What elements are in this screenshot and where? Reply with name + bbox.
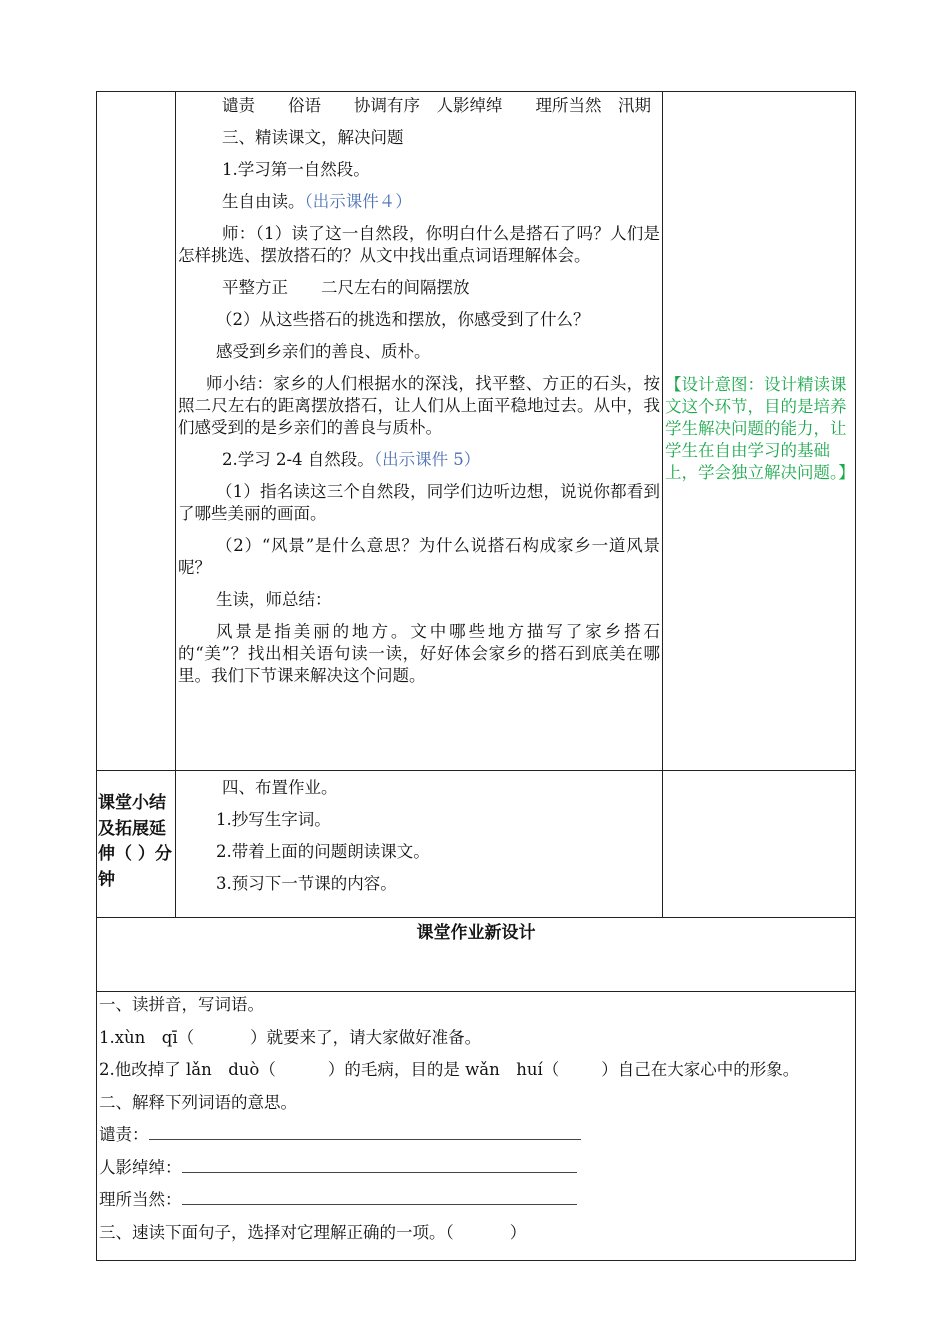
step2-line: [178, 449, 660, 471]
step1: 1.学习第一自然段。: [222, 160, 370, 179]
term2-answer-line[interactable]: [182, 1157, 577, 1173]
part3-end: ）: [509, 1222, 527, 1242]
q2: （2）从这些搭石的挑选和摆放，你感受到了什么？: [216, 310, 590, 329]
summary-label: 课堂小结及拓展延伸（ ）分钟: [98, 793, 172, 890]
homework-item-3: 3.预习下一节课的内容。: [216, 874, 397, 893]
item2-prefix: 2.他改掉了 lǎn duò（: [99, 1060, 276, 1079]
part2: 二、解释下列词语的意思。: [99, 1092, 297, 1112]
item1-suffix: ）就要来了，请大家做好准备。: [250, 1027, 482, 1047]
item1: [99, 1027, 853, 1049]
self-read: 生自由读。: [222, 192, 305, 211]
q-read: （1）指名读这三个自然段，同学们边听边想，说说你都看到了哪些美丽的画面。: [178, 482, 660, 523]
term2: 人影绰绰：: [99, 1157, 182, 1177]
key-words: 平整方正 二尺左右的间隔摆放: [222, 278, 470, 297]
term3-answer-line[interactable]: [182, 1189, 577, 1205]
design-note: 【设计意图：设计精读课文这个环节，目的是培养学生解决问题的能力，让学生在自由学习的基础上，学会独立解决问题。】: [665, 375, 855, 482]
summary-label-cell: [97, 771, 176, 918]
item2: [99, 1059, 853, 1081]
homework-item-2: 2.带着上面的问题朗读课文。: [216, 842, 430, 861]
summary: 师小结：家乡的人们根据水的深浅，找平整、方正的石头，按照二尺左右的距离摆放搭石，让人们从上面平稳地过去。从中，我们感受到的是乡亲们的善良与质朴。: [178, 374, 660, 437]
step2: 2.学习 2-4 自然段。: [222, 450, 374, 469]
term1: 谴责：: [99, 1125, 149, 1144]
reading-row: [97, 92, 856, 771]
term3: 理所当然：: [99, 1190, 182, 1209]
self-read-line: [178, 191, 660, 213]
section3-title: 三、精读课文，解决问题: [222, 128, 404, 147]
term2-line: [99, 1157, 853, 1179]
item2-middle: ）的毛病，目的是 wǎn huí（: [327, 1060, 560, 1079]
vocab-line: 谴责 俗语 协调有序 人影绰绰 理所当然 汛期: [222, 96, 651, 115]
part3: 三、速读下面句子，选择对它理解正确的一项。（: [99, 1222, 454, 1242]
read-sum: 生读，师总结：: [216, 590, 332, 609]
item2-suffix: ）自己在大家心中的形象。: [601, 1060, 800, 1079]
reading-label-cell: [97, 92, 176, 771]
design-note-cell: [663, 92, 856, 771]
scenery-def: 风景是指美丽的地方。文中哪些地方描写了家乡搭石的“美”？找出相关语句读一读，好好体会家乡的搭石到底美在哪里。我们下节课来解决这个问题。: [178, 622, 660, 685]
term1-answer-line[interactable]: [149, 1124, 581, 1140]
term1-line: [99, 1124, 853, 1146]
feel: 感受到乡亲们的善良、质朴。: [216, 342, 431, 361]
exercise-row: [97, 992, 856, 1261]
term3-line: [99, 1189, 853, 1211]
item1-prefix: 1.xùn qī（: [99, 1027, 195, 1047]
courseware4: （出示课件４）: [304, 192, 412, 211]
homework-title: 四、布置作业。: [222, 778, 338, 797]
homework-cell: [176, 771, 663, 918]
summary-note-cell: [663, 771, 856, 918]
lesson-plan-table: [96, 91, 856, 1261]
homework-item-1: 1.抄写生字词。: [216, 810, 331, 829]
exercise-cell: [97, 992, 856, 1261]
exercise-title: 课堂作业新设计: [416, 923, 536, 943]
part1: 一、读拼音，写词语。: [99, 995, 264, 1014]
teacher-q1: 师：（1）读了这一自然段，你明白什么是搭石了吗？人们是怎样挑选、摆放搭石的？从文中找出重点词语理解体会。: [178, 224, 660, 265]
exercise-title-row: [97, 918, 856, 992]
reading-content-cell: [176, 92, 663, 771]
courseware5: （出示课件 5）: [373, 450, 481, 469]
part3-line: [99, 1222, 853, 1244]
q-scenery: （2）“风景”是什么意思？为什么说搭石构成家乡一道风景呢？: [178, 536, 660, 577]
summary-row: [97, 771, 856, 918]
exercise-title-cell: [97, 918, 856, 992]
